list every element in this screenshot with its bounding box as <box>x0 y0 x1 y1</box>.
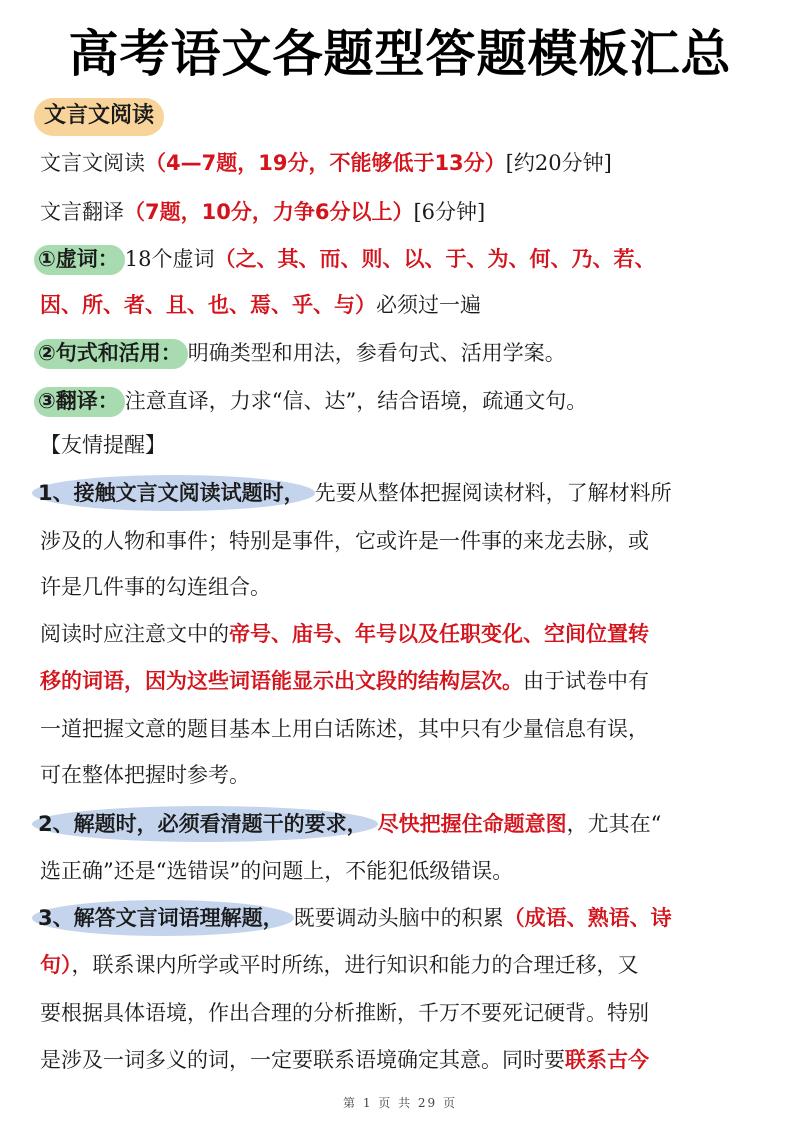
jushi-line <box>40 338 770 368</box>
translation-time: [6分钟] <box>413 200 486 224</box>
tip1b-line-4: 可在整体把握时参考。 <box>40 763 250 787</box>
tip2-red: 尽快把握住命题意图 <box>377 812 567 836</box>
tip3-text-2: ，联系课内所学或平时所练，进行知识和能力的合理迁移，又 <box>71 953 639 977</box>
tip1-label: 1、接触文言文阅读试题时， <box>32 475 315 511</box>
reminder-heading: 【友情提醒】 <box>40 433 166 457</box>
reading-prefix: 文言文阅读 <box>40 151 145 175</box>
tip3-line-1 <box>40 903 770 933</box>
xuci-text: 18个虚词 <box>124 247 215 271</box>
section-tag: 文言文阅读 <box>34 98 164 136</box>
translation-line <box>40 197 770 227</box>
tip2-suffix: ，尤其在“ <box>566 812 662 836</box>
tip3-red-1: （成语、熟语、诗 <box>503 906 672 930</box>
tip1-text-1: 先要从整体把握阅读材料，了解材料所 <box>314 481 672 505</box>
fanyi-label: ③翻译： <box>34 387 125 417</box>
tip3-line-4-red: 联系古今 <box>565 1048 649 1072</box>
translation-prefix: 文言翻译 <box>40 200 124 224</box>
tip2-line-1 <box>40 809 770 839</box>
tip3-red-2: 句） <box>40 953 72 977</box>
tip2-line-2: 选正确”还是“选错误”的问题上，不能犯低级错误。 <box>40 859 514 883</box>
reading-time: [约20分钟] <box>505 151 612 175</box>
xuci-line-1 <box>40 244 770 274</box>
tip1b-prefix: 阅读时应注意文中的 <box>40 622 229 646</box>
tip3-line-3: 要根据具体语境，作出合理的分析推断，千万不要死记硬背。特别 <box>40 1001 649 1025</box>
fanyi-text: 注意直译，力求“信、达”，结合语境，疏通文句。 <box>124 389 588 413</box>
tip1-line-2: 涉及的人物和事件；特别是事件，它或许是一件事的来龙去脉，或 <box>40 529 649 553</box>
xuci-line-2 <box>40 290 770 320</box>
reading-score: （4—7题，19分，不能够低于13分） <box>145 151 506 175</box>
fanyi-line <box>40 386 770 416</box>
tip3-line-4 <box>40 1045 770 1075</box>
jushi-label: ②句式和活用： <box>34 339 188 369</box>
translation-score: （7题，10分，力争6分以上） <box>124 200 414 224</box>
tip1b-line-3: 一道把握文意的题目基本上用白话陈述，其中只有少量信息有误， <box>40 717 649 741</box>
tip1b-line-1 <box>40 619 770 649</box>
xuci-label: ①虚词： <box>34 245 125 275</box>
tip1b-red-1: 帝号、庙号、年号以及任职变化、空间位置转 <box>229 622 649 646</box>
jushi-text: 明确类型和用法，参看句式、活用学案。 <box>187 341 566 365</box>
tip3-label: 3、解答文言词语理解题， <box>32 900 294 936</box>
reading-line <box>40 148 770 178</box>
tip1b-line-2 <box>40 666 770 696</box>
document-title: 高考语文各题型答题模板汇总 <box>68 25 732 83</box>
tip1-line-3: 许是几件事的勾连组合。 <box>40 575 271 599</box>
tip3-line-2 <box>40 950 770 980</box>
tip2-label: 2、解题时，必须看清题干的要求， <box>32 806 378 842</box>
tip3-text-1: 既要调动头脑中的积累 <box>293 906 504 930</box>
tip3-line-4-prefix: 是涉及一词多义的词，一定要联系语境确定其意。同时要 <box>40 1048 565 1072</box>
page-number: 第 1 页 共 29 页 <box>343 1096 457 1110</box>
xuci-suffix: 必须过一遍 <box>376 293 481 317</box>
xuci-list-2: 因、所、者、且、也、焉、乎、与） <box>40 293 376 317</box>
tip1-line-1 <box>40 478 770 508</box>
xuci-list-1: （之、其、而、则、以、于、为、何、乃、若、 <box>214 247 656 271</box>
tip1b-red-2: 移的词语，因为这些词语能显示出文段的结构层次。 <box>40 669 523 693</box>
tip1b-suffix: 由于试卷中有 <box>523 669 649 693</box>
